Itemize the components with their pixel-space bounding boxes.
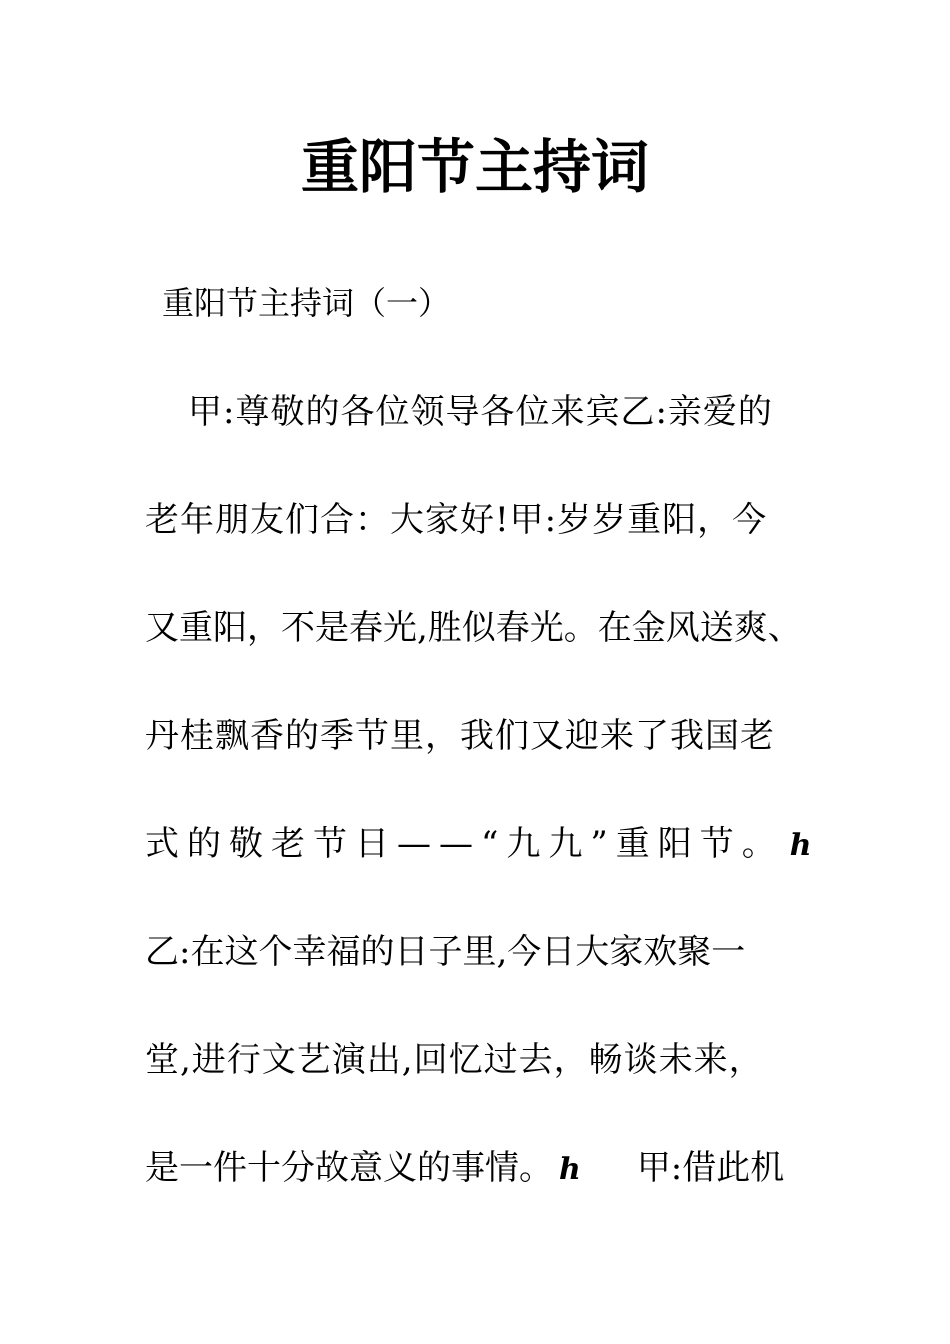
document-title: 重阳节主持词 [300, 133, 649, 201]
body-line-2 [145, 498, 767, 542]
paragraph-mark-icon: ℎ [559, 1152, 581, 1187]
body-line-8 [145, 1146, 784, 1192]
body-line-5-text: 式的敬老节日——“九九”重阳节。 [145, 824, 784, 864]
body-line-5 [145, 822, 820, 868]
body-line-7 [145, 1038, 764, 1082]
body-line-4 [145, 714, 775, 758]
body-line-6 [145, 930, 745, 974]
body-line-1-text: 甲:尊敬的各位领导各位来宾乙:亲爱的 [188, 392, 773, 432]
paragraph-mark-icon: ℎ [789, 828, 820, 863]
body-line-6-text: 乙:在这个幸福的日子里,今日大家欢聚一 [145, 932, 746, 972]
body-line-8-continuation: 甲:借此机 [636, 1148, 785, 1188]
body-line-8-text: 是一件十分故意义的事情。 [145, 1148, 553, 1188]
body-line-2-text: 老年朋友们合：大家好!甲:岁岁重阳，今 [145, 500, 768, 540]
body-line-3-text: 又重阳，不是春光,胜似春光。在金风送爽、 [145, 608, 802, 648]
body-line-7-text: 堂,进行文艺演出,回忆过去，畅谈未来， [145, 1040, 764, 1080]
body-line-3 [145, 606, 802, 650]
section-heading: 重阳节主持词（一） [162, 284, 451, 322]
body-line-1 [188, 390, 773, 434]
body-line-4-text: 丹桂飘香的季节里，我们又迎来了我国老 [145, 716, 775, 756]
